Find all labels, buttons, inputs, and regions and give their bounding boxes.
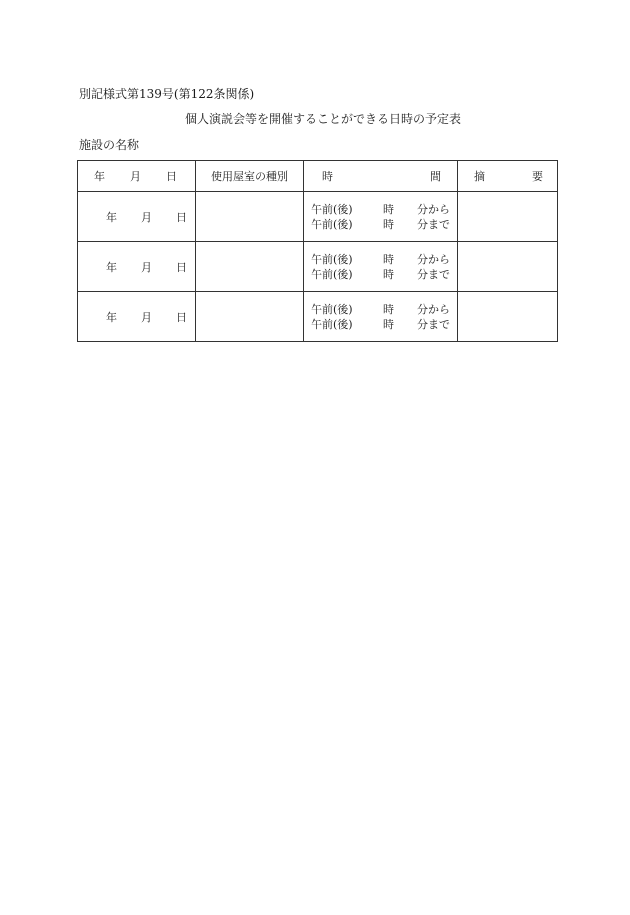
date-cell[interactable] (78, 292, 196, 342)
end-minute: 分まで (417, 267, 450, 281)
room-type-cell[interactable] (196, 242, 304, 292)
time-end-line (311, 317, 457, 332)
header-room-type: 使用屋室の種別 (196, 161, 304, 192)
header-time-char-1: 時 (322, 170, 333, 183)
end-minute: 分まで (417, 317, 450, 331)
start-ampm: 午前(後) (311, 302, 353, 316)
end-ampm: 午前(後) (311, 267, 353, 281)
end-hour: 時 (383, 267, 394, 281)
form-number: 別記様式第139号(第122条関係) (79, 87, 255, 101)
header-note-char-1: 摘 (474, 170, 485, 183)
start-ampm: 午前(後) (311, 252, 353, 266)
date-cell[interactable] (78, 192, 196, 242)
date-month-label: 月 (141, 310, 152, 324)
time-start-line (311, 302, 457, 317)
header-date (78, 161, 196, 192)
time-end-line (311, 267, 457, 282)
time-start-line (311, 252, 457, 267)
time-cell[interactable] (304, 192, 458, 242)
header-note (458, 161, 558, 192)
table-row (78, 192, 558, 242)
header-time (304, 161, 458, 192)
date-cell[interactable] (78, 242, 196, 292)
note-cell[interactable] (458, 192, 558, 242)
end-hour: 時 (383, 317, 394, 331)
start-ampm: 午前(後) (311, 202, 353, 216)
header-date-month: 月 (130, 170, 141, 183)
end-ampm: 午前(後) (311, 317, 353, 331)
start-hour: 時 (383, 202, 394, 216)
date-month-label: 月 (141, 210, 152, 224)
date-year-label: 年 (106, 260, 117, 274)
end-ampm: 午前(後) (311, 217, 353, 231)
room-type-cell[interactable] (196, 292, 304, 342)
date-day-label: 日 (176, 310, 187, 324)
date-month-label: 月 (141, 260, 152, 274)
table-row (78, 292, 558, 342)
room-type-cell[interactable] (196, 192, 304, 242)
time-cell[interactable] (304, 242, 458, 292)
header-time-char-2: 間 (430, 170, 441, 183)
date-year-label: 年 (106, 210, 117, 224)
facility-name-label: 施設の名称 (79, 138, 140, 152)
time-start-line (311, 202, 457, 217)
date-day-label: 日 (176, 260, 187, 274)
start-minute: 分から (417, 302, 450, 316)
note-cell[interactable] (458, 242, 558, 292)
document-title: 個人演説会等を開催することができる日時の予定表 (184, 112, 461, 126)
start-hour: 時 (383, 302, 394, 316)
end-minute: 分まで (417, 217, 450, 231)
end-hour: 時 (383, 217, 394, 231)
note-cell[interactable] (458, 292, 558, 342)
time-cell[interactable] (304, 292, 458, 342)
header-date-day: 日 (166, 170, 177, 183)
table-row (78, 242, 558, 292)
date-day-label: 日 (176, 210, 187, 224)
header-row (78, 161, 558, 192)
start-minute: 分から (417, 202, 450, 216)
time-end-line (311, 217, 457, 232)
header-note-char-2: 要 (532, 170, 543, 183)
header-date-year: 年 (94, 170, 105, 183)
start-minute: 分から (417, 252, 450, 266)
date-year-label: 年 (106, 310, 117, 324)
schedule-table (77, 160, 558, 342)
start-hour: 時 (383, 252, 394, 266)
